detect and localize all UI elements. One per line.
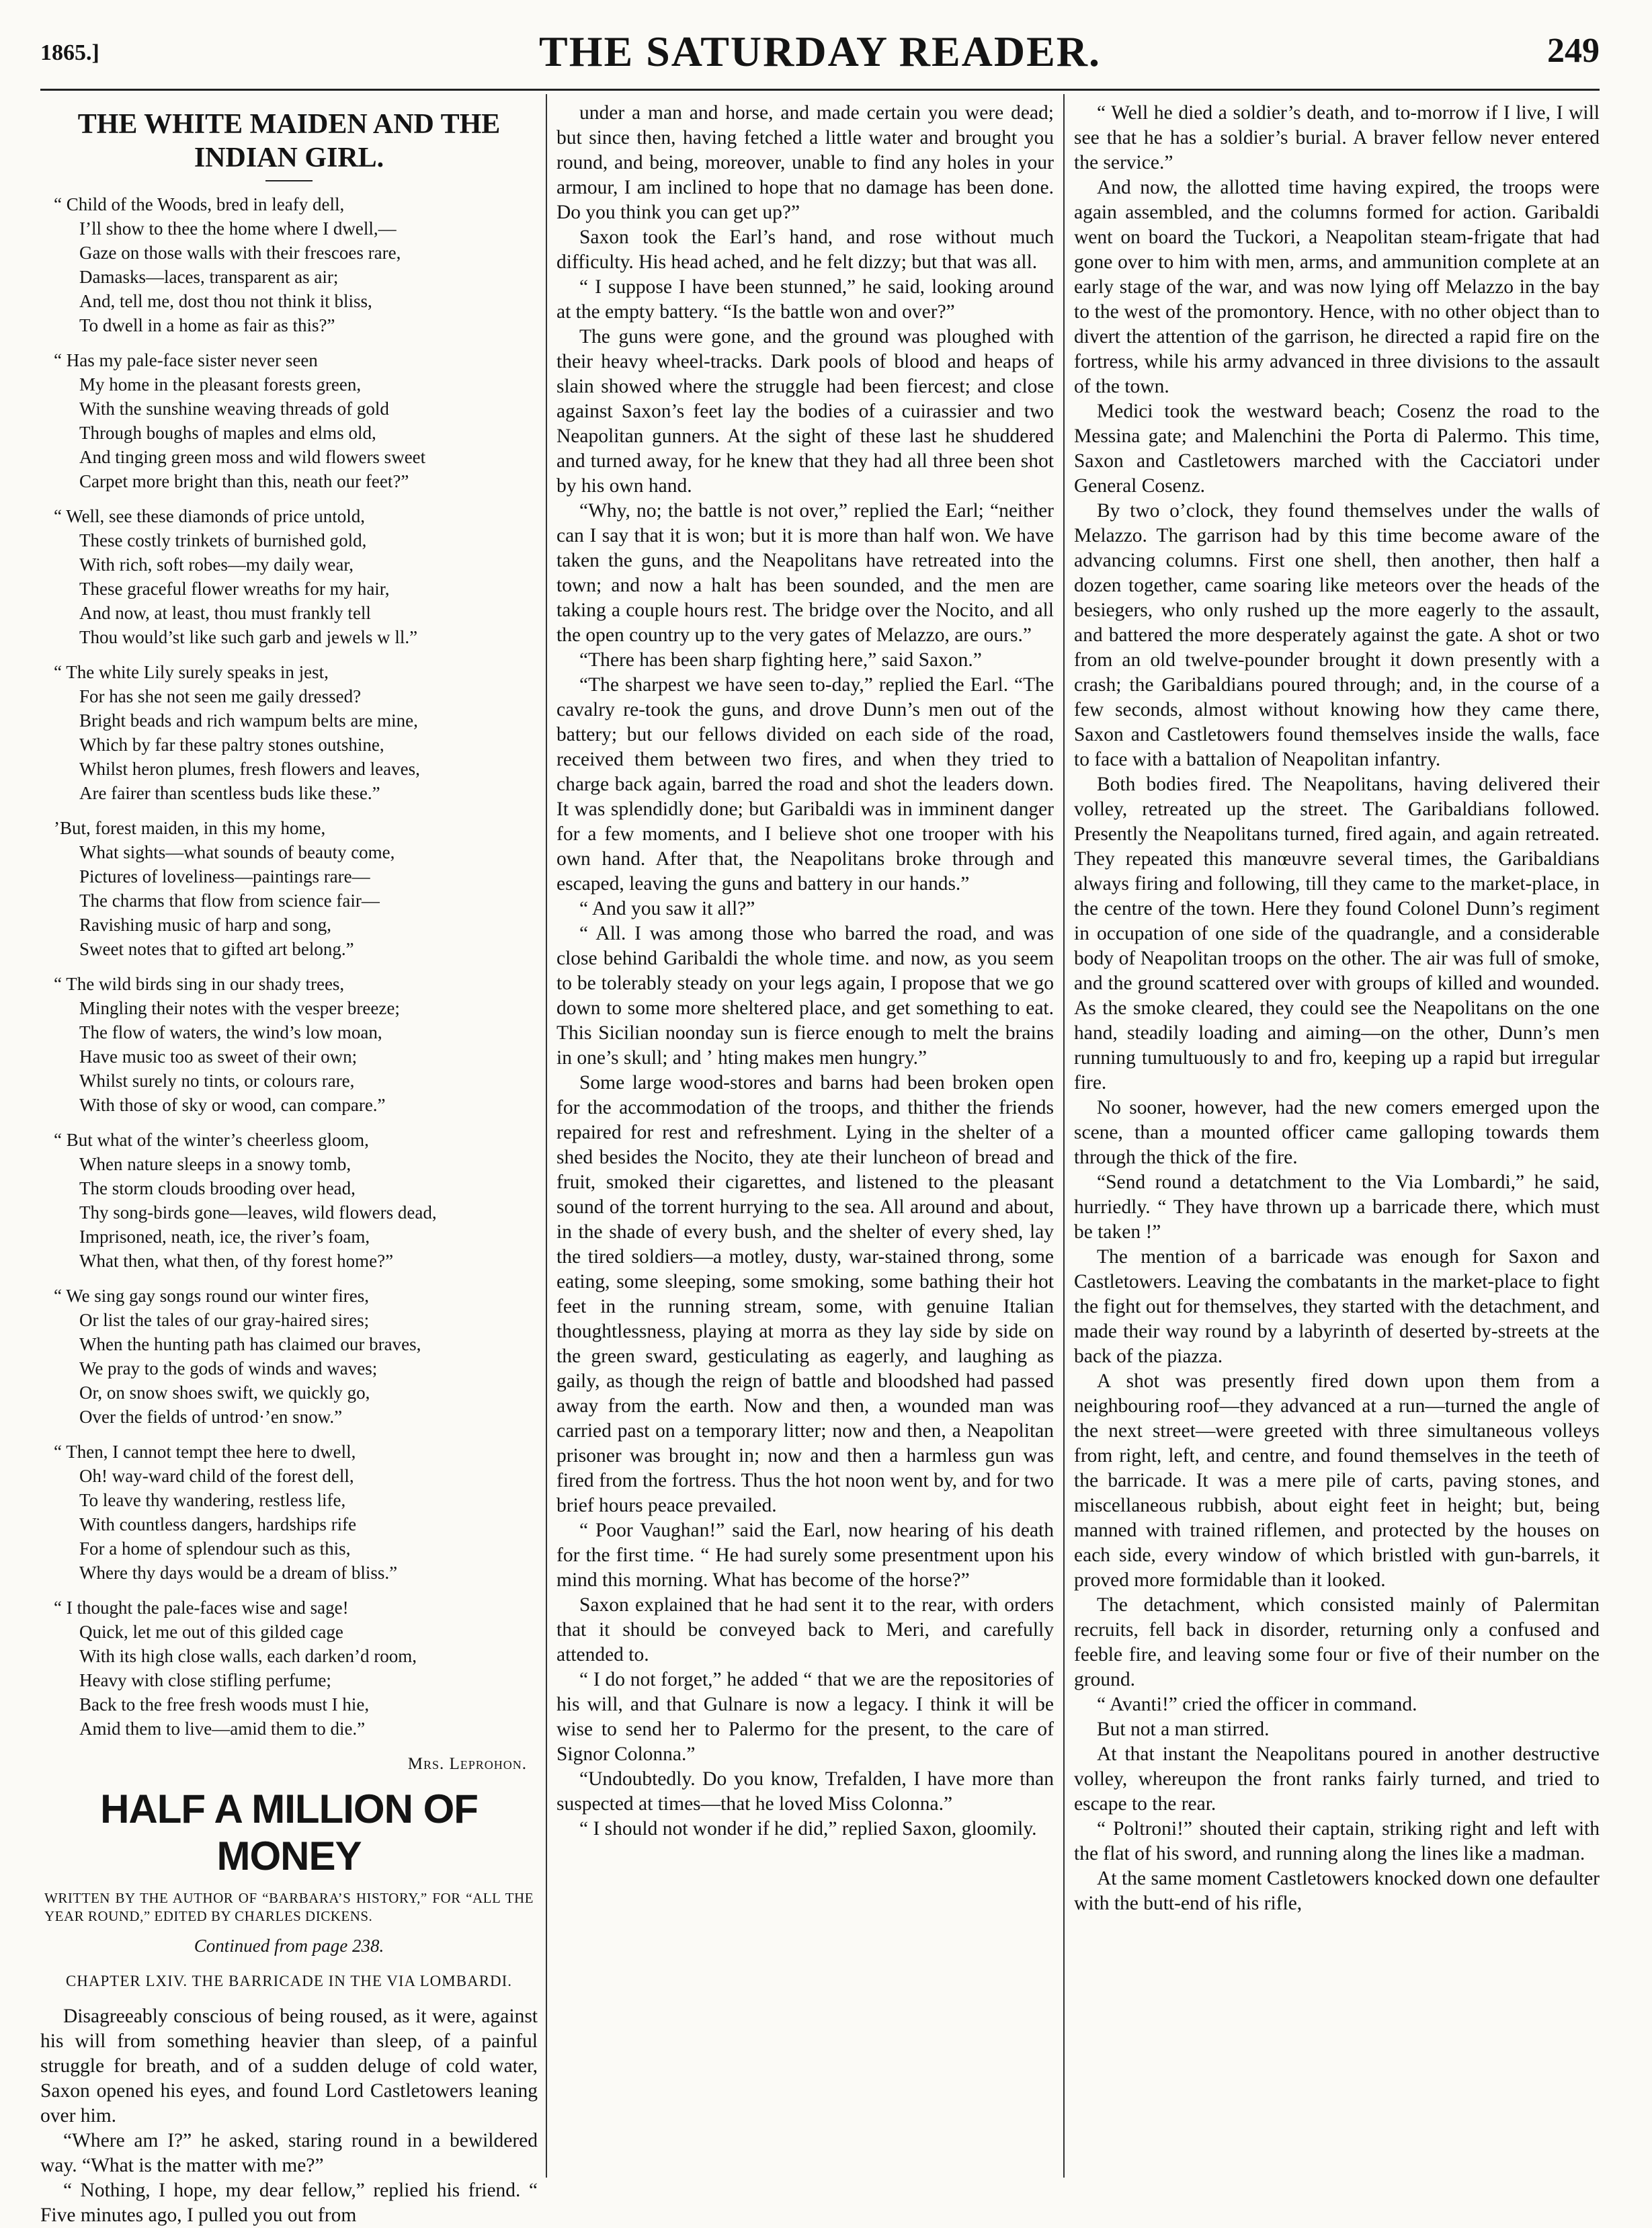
title-rule: [265, 180, 313, 181]
poem-stanza: [40, 348, 538, 493]
poem-stanza: [40, 1128, 538, 1273]
poem-line: When nature sleeps in a snowy tomb,: [79, 1154, 352, 1174]
poem-line: With those of sky or wood, can compare.”: [79, 1095, 386, 1115]
paragraph: By two o’clock, they found themselves under the walls of Melazzo. The garrison had by this time become aware of the advancing columns. First one shell, then another, then half a dozen together, came soaring like meteors over the heads of the besiegers, who only rushed up the more eagerly to the assault, and battered the more desperately against the gate. A shot or two from an old twelve-pounder brought it down presently with a crash; the Garibaldians poured through; and, in the course of a few seconds, almost without knowing how they came there, Saxon and Castletowers found themselves inside the walls, face to face with a battalion of Neapolitan infantry.: [1074, 500, 1600, 770]
poem-line: And tinging green moss and wild flowers sweet: [79, 447, 426, 467]
poem-line: Are fairer than scentless buds like these.”: [79, 783, 380, 803]
poem-line: “ The white Lily surely speaks in jest,: [54, 662, 329, 682]
header-year: 1865.]: [40, 40, 99, 65]
paragraph: The detachment, which consisted mainly of Palermitan recruits, fell back in disorder, returning only a confused and feeble fire, and leaving some four or five of their number on the ground.: [1074, 1594, 1600, 1690]
paragraph: The guns were gone, and the ground was ploughed with their heavy wheel-tracks. Dark pools of blood and heaps of slain showed where the struggle had been fiercest; and close against Saxon’s feet lay the bodies of a cuirassier and two Neapolitan gunners. At the sight of these last he shuddered and turned away, for he knew that they had all three been shot by his own hand.: [556, 326, 1054, 497]
paragraph: “Send round a detatchment to the Via Lombardi,” he said, hurriedly. “ They have thrown up a barricade there, which must be taken !”: [1074, 1171, 1600, 1243]
column-divider: [546, 94, 547, 2178]
poem-line: Or, on snow shoes swift, we quickly go,: [79, 1383, 370, 1403]
poem-line: Mingling their notes with the vesper breeze;: [79, 998, 400, 1018]
poem-stanza: [40, 1596, 538, 1741]
poem-line: “ Then, I cannot tempt thee here to dwell,: [54, 1442, 356, 1462]
poem-stanza: [40, 660, 538, 805]
page-header: [40, 27, 1600, 85]
poem-line: Which by far these paltry stones outshine,: [79, 735, 384, 755]
paragraph: “ Avanti!” cried the officer in command.: [1097, 1694, 1417, 1715]
paragraph: Both bodies fired. The Neapolitans, having delivered their volley, retreated up the street. The Garibaldians followed. Presently the Neapolitans turned, fired again, and again retreated. They repeated this manœuvre several times, the Garibaldians always firing and following, till they came to the market-place, in the centre of the town. Here they found Colonel Dunn’s regiment in occupation of one side of the quadrangle, and a considerable body of Neapolitan troops on the other. The air was full of smoke, and the ground scattered over with groups of killed and wounded. As the smoke cleared, they could see the Neapolitans on the one hand, steadily loading and aiming—on the other, Dunn’s men running tumultuously to and fro, keeping up a rapid but irregular fire.: [1074, 774, 1600, 1094]
poem-line: “ Has my pale-face sister never seen: [54, 350, 318, 370]
poem-line: “ I thought the pale-faces wise and sage!: [54, 1598, 349, 1618]
poem-line: For a home of splendour such as this,: [79, 1538, 351, 1559]
poem-line: And, tell me, dost thou not think it bliss,: [79, 291, 372, 311]
column-1: [40, 101, 538, 2226]
poem-line: ’But, forest maiden, in this my home,: [54, 818, 326, 838]
poem-line: To dwell in a home as fair as this?”: [79, 315, 335, 335]
poem-line: These costly trinkets of burnished gold,: [79, 530, 367, 550]
novel-byline: WRITTEN BY THE AUTHOR OF “BARBARA’S HISTORY,” FOR “ALL THE YEAR ROUND,” EDITED BY CHARLES DICKENS.: [44, 1890, 534, 1924]
poem-stanza: [40, 504, 538, 649]
poem-line: “ Well, see these diamonds of price untold,: [54, 506, 365, 526]
paragraph: “Where am I?” he asked, staring round in a bewildered way. “What is the matter with me?”: [40, 2130, 538, 2176]
poem-line: When the hunting path has claimed our braves,: [79, 1334, 421, 1354]
poem-line: “ The wild birds sing in our shady trees,: [54, 974, 345, 994]
paragraph: under a man and horse, and made certain you were dead; but since then, having fetched a little water and brought you round, and being, moreover, unable to find any holes in your armour, I am inclined to hope that no damage has been done. Do you think you can get up?”: [556, 102, 1054, 223]
poem-line: And now, at least, thou must frankly tell: [79, 603, 371, 623]
poem-line: The storm clouds brooding over head,: [79, 1178, 356, 1198]
poem-line: Quick, let me out of this gilded cage: [79, 1622, 343, 1642]
poem-line: Damasks—laces, transparent as air;: [79, 267, 339, 287]
poem-line: Where thy days would be a dream of bliss.”: [79, 1563, 398, 1583]
paragraph: “ All. I was among those who barred the road, and was close behind Garibaldi the whole time. and now, as you seem to be tolerably steady on your legs again, I propose that we go down to some more sheltered place, and get something to eat. This Sicilian noonday sun is fierce enough to melt the brains in one’s skull; and ʼ hting makes men hungry.”: [556, 923, 1054, 1069]
paragraph: “ I suppose I have been stunned,” he said, looking around at the empty battery. “Is the battle won and over?”: [556, 276, 1054, 323]
paragraph: “ And you saw it all?”: [579, 898, 755, 919]
poem-line: The flow of waters, the wind’s low moan,: [79, 1022, 382, 1042]
paragraph: “ I should not wonder if he did,” replied Saxon, gloomily.: [579, 1818, 1037, 1840]
poem-line: Gaze on those walls with their frescoes rare,: [79, 243, 401, 263]
paragraph: “ I do not forget,” he added “ that we are the repositories of his will, and that Gulnare is now a legacy. I think it will be wise to send her to Palermo for the present, to the care of Signor Colonna.”: [556, 1669, 1054, 1765]
poem-author: Mrs. Leprohon.: [407, 1755, 527, 1773]
poem-line: Pictures of loveliness—paintings rare—: [79, 866, 370, 886]
poem-line: “ Child of the Woods, bred in leafy dell,: [54, 194, 345, 214]
poem-line: Or list the tales of our gray-haired sires;: [79, 1310, 370, 1330]
poem-body: [40, 192, 538, 1741]
paragraph: Saxon explained that he had sent it to the rear, with orders that it should be conveyed back to Meri, and carefully attended to.: [556, 1594, 1054, 1665]
paragraph: But not a man stirred.: [1097, 1719, 1270, 1740]
poem-line: Thy song-birds gone—leaves, wild flowers dead,: [79, 1202, 437, 1223]
poem-line: Whilst surely no tints, or colours rare,: [79, 1071, 355, 1091]
column-2: [556, 101, 1054, 2178]
masthead-title: THE SATURDAY READER.: [539, 28, 1101, 75]
paragraph: “The sharpest we have seen to-day,” replied the Earl. “The cavalry re-took the guns, and drove Dunn’s men out of the battery; but our fellows divided on each side of the road, received them between two fires, and when they tried to charge back again, barred the road and shot the leaders down. It was splendidly done; but Garibaldi was in imminent danger for a few moments, and I believe shot one trooper with his own hand. After that, the Neapolitans broke through and escaped, leaving the guns and battery in our hands.”: [556, 674, 1054, 895]
poem-line: Back to the free fresh woods must I hie,: [79, 1694, 370, 1715]
paragraph: “ Poltroni!” shouted their captain, striking right and left with the flat of his sword, and running along the lines like a madman.: [1074, 1818, 1600, 1864]
poem-line: “ We sing gay songs round our winter fires,: [54, 1286, 369, 1306]
paragraph: At the same moment Castletowers knocked down one defaulter with the butt-end of his rifle,: [1074, 1868, 1600, 1914]
poem-stanza: [40, 816, 538, 961]
poem-line: For has she not seen me gaily dressed?: [79, 686, 362, 706]
chapter-heading: CHAPTER LXIV. THE BARRICADE IN THE VIA LOMBARDI.: [65, 1973, 513, 1989]
poem-line: Oh! way-ward child of the forest dell,: [79, 1466, 354, 1486]
paragraph: “Undoubtedly. Do you know, Trefalden, I have more than suspected at times—that he loved Miss Colonna.”: [556, 1768, 1054, 1815]
poem-line: These graceful flower wreaths for my hair,: [79, 579, 390, 599]
column-divider: [1063, 94, 1065, 2178]
poem-line: Whilst heron plumes, fresh flowers and leaves,: [79, 759, 420, 779]
poem-line: Heavy with close stifling perfume;: [79, 1670, 331, 1690]
novel-title: HALF A MILLION OF MONEY: [100, 1786, 478, 1879]
poem-line: Imprisoned, neath, ice, the river’s foam,: [79, 1227, 370, 1247]
poem-line: Over the fields of untrod·’en snow.”: [79, 1407, 343, 1427]
poem-title: THE WHITE MAIDEN AND THE INDIAN GIRL.: [77, 109, 501, 173]
poem-stanza: [40, 1440, 538, 1585]
paragraph: At that instant the Neapolitans poured in another destructive volley, whereupon the front ranks fairly turned, and tried to escape to the rear.: [1074, 1743, 1600, 1815]
poem-line: Bright beads and rich wampum belts are mine,: [79, 710, 418, 731]
paragraph: Some large wood-stores and barns had been broken open for the accommodation of the troops, and thither the friends repaired for rest and refreshment. Lying in the shelter of a shed besides the Nocito, they ate their luncheon of bread and fruit, smoked their cigarettes, and listened to the pleasant sound of the torrent hurrying to the sea. All around and about, in the shade of every bush, and the shelter of every shed, lay the tired soldiers—a motley, dusty, war-stained throng, some eating, some sleeping, some smoking, some bathing their hot feet in the running stream, some, with genuine Italian thoughtlessness, playing at morra as they lay side by side on the green sward, gesticulating as eagerly, and laughing as gaily, as though the reign of battle and bloodshed had passed away from the earth. Now and then, a wounded man was carried past on a temporary litter; now and then, a Neapolitan prisoner was brought in; now and then a harmless gun was fired from the fortress. Thus the hot noon went by, and for two brief hours peace prevailed.: [556, 1072, 1054, 1516]
poem-line: The charms that flow from science fair—: [79, 891, 380, 911]
poem-line: With countless dangers, hardships rife: [79, 1514, 357, 1534]
poem-line: I’ll show to thee the home where I dwell,—: [79, 218, 397, 239]
poem-line: “ But what of the winter’s cheerless gloom,: [54, 1130, 369, 1150]
poem-line: Have music too as sweet of their own;: [79, 1046, 358, 1067]
paragraph: No sooner, however, had the new comers emerged upon the scene, than a mounted officer came galloping towards them through the thick of the fire.: [1074, 1097, 1600, 1168]
paragraph: Saxon took the Earl’s hand, and rose without much difficulty. His head ached, and he felt dizzy; but that was all.: [556, 226, 1054, 273]
poem-line: My home in the pleasant forests green,: [79, 374, 362, 395]
novel-text-col1: [40, 2004, 538, 2228]
poem-line: We pray to the gods of winds and waves;: [79, 1358, 378, 1378]
poem-line: Amid them to live—amid them to die.”: [79, 1719, 366, 1739]
continued-note: Continued from page 238.: [194, 1936, 384, 1956]
poem-line: Sweet notes that to gifted art belong.”: [79, 939, 354, 959]
poem-line: Thou would’st like such garb and jewels w ll.”: [79, 627, 418, 647]
poem-line: What then, what then, of thy forest home?”: [79, 1251, 394, 1271]
paragraph: And now, the allotted time having expired, the troops were again assembled, and the columns formed for action. Garibaldi went on board the Tuckori, a Neapolitan steam-frigate that had gone over to him with men, arms, and ammunition complete at an early stage of the war, and was now lying off Melazzo in the bay to the west of the promontory. Hence, with no other object than to divert the attention of the garrison, he directed a rapid fire on the fortress, while his army advanced in three divisions to the assault of the town.: [1074, 177, 1600, 397]
paragraph: “ Poor Vaughan!” said the Earl, now hearing of his death for the first time. “ He had surely some presentment upon his mind this morning. What has become of the horse?”: [556, 1520, 1054, 1591]
poem-line: What sights—what sounds of beauty come,: [79, 842, 395, 862]
poem-stanza: [40, 1284, 538, 1429]
paragraph: “Why, no; the battle is not over,” replied the Earl; “neither can I say that it is won; but it is more than half won. We have taken the guns, and the Neapolitans have retreated into the town; and now a halt has been sounded, and the men are taking a couple hours rest. The bridge over the Nocito, and all the open country up to the very gates of Melazzo, are ours.”: [556, 500, 1054, 646]
poem-line: With the sunshine weaving threads of gold: [79, 399, 389, 419]
paragraph: “ Nothing, I hope, my dear fellow,” replied his friend. “ Five minutes ago, I pulled you out from: [40, 2180, 538, 2226]
column-3: [1074, 101, 1600, 2178]
paragraph: Disagreeably conscious of being roused, as it were, against his will from something heavier than sleep, of a painful struggle for breath, and of a sudden deluge of cold water, Saxon opened his eyes, and found Lord Castletowers leaning over him.: [40, 2006, 538, 2127]
paragraph: “ Well he died a soldier’s death, and to-morrow if I live, I will see that he has a soldier’s burial. A braver fellow never entered the service.”: [1074, 102, 1600, 173]
poem-stanza: [40, 192, 538, 337]
poem-stanza: [40, 972, 538, 1117]
poem-line: Ravishing music of harp and song,: [79, 915, 331, 935]
poem-line: Carpet more bright than this, neath our feet?”: [79, 471, 409, 491]
poem-line: With rich, soft robes—my daily wear,: [79, 554, 354, 575]
paragraph: A shot was presently fired down upon them from a neighbouring roof—they advanced at a run—turned the angle of the next street—were greeted with three simultaneous volleys from right, left, and centre, and found themselves in the teeth of the barricade. It was a mere pile of carts, paving stones, and miscellaneous rubbish, about eight feet in height; but, being manned with trained riflemen, and protected by the houses on each side, every window of which bristled with gun-barrels, it proved more formidable than it looked.: [1074, 1370, 1600, 1591]
paragraph: “There has been sharp fighting here,” said Saxon.”: [579, 649, 982, 671]
poem-line: Through boughs of maples and elms old,: [79, 423, 376, 443]
paragraph: Medici took the westward beach; Cosenz the road to the Messina gate; and Malenchini the Porta di Palermo. This time, Saxon and Castletowers marched with the Cacciatori under General Cosenz.: [1074, 401, 1600, 497]
poem-line: With its high close walls, each darken’d room,: [79, 1646, 417, 1666]
poem-line: To leave thy wandering, restless life,: [79, 1490, 346, 1510]
page-number: 249: [1547, 32, 1600, 70]
paragraph: The mention of a barricade was enough for Saxon and Castletowers. Leaving the combatants in the market-place to fight the fight out for themselves, they started with the detachment, and made their way round by a labyrinth of deserted by-streets at the back of the piazza.: [1074, 1246, 1600, 1367]
header-rule: [40, 89, 1600, 91]
